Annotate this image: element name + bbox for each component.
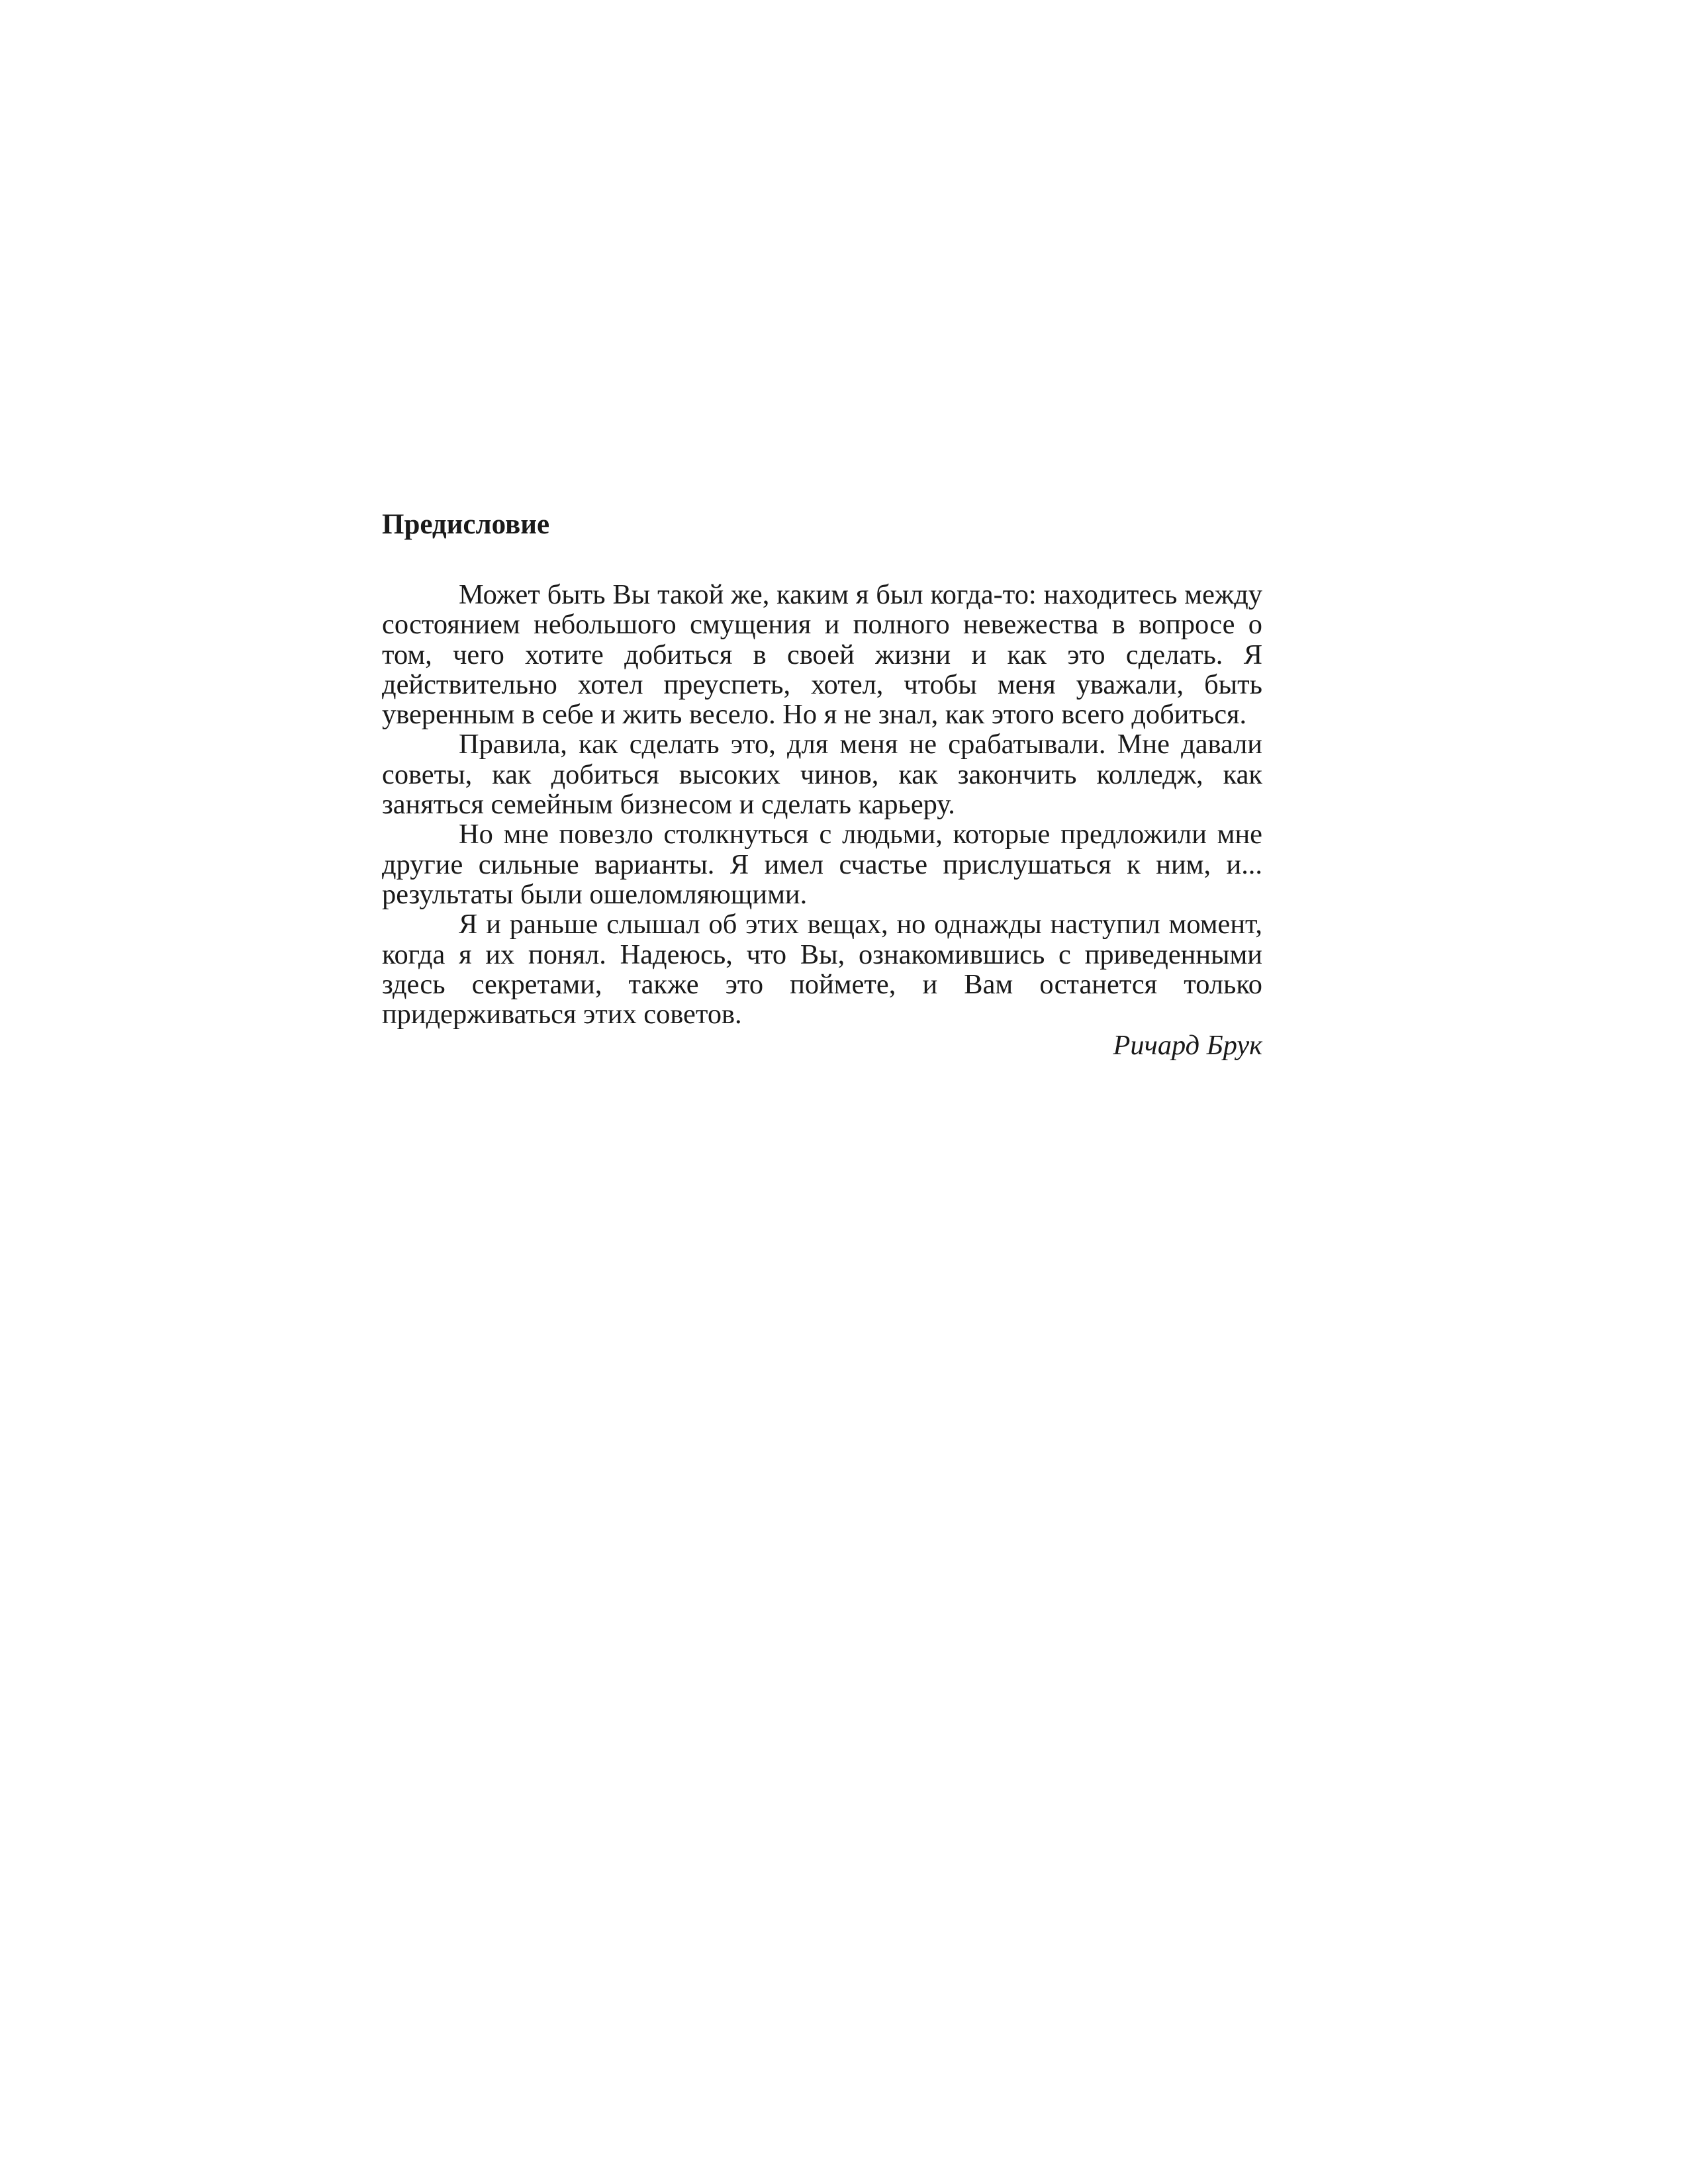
paragraph-1: Может быть Вы такой же, каким я был когда-то: находитесь между состоянием небольшого смущения и полного невежества в вопросе о том, чего хотите добиться в своей жизни и как это сделать. Я действительно хотел преуспеть, хотел, чтобы меня уважали, быть уверенным в себе и жить весело. Но я не знал, как этого всего добиться.: [382, 579, 1262, 731]
author-signature: Ричард Брук: [1113, 1030, 1262, 1062]
paragraph-3: Но мне повезло столкнуться с людьми, которые предложили мне другие сильные варианты. Я имел счастье прислушаться к ним, и... результаты были ошеломляющими.: [382, 819, 1262, 910]
paragraph-2: Правила, как сделать это, для меня не срабатывали. Мне давали советы, как добиться высоких чинов, как закончить колледж, как заняться семейным бизнесом и сделать карьеру.: [382, 729, 1262, 821]
preface-body: [382, 580, 1262, 1061]
document-page: [382, 0, 1262, 2184]
page-title: Предисловие: [382, 509, 550, 540]
paragraph-4: Я и раньше слышал об этих вещах, но однажды наступил момент, когда я их понял. Надеюсь, что Вы, ознакомившись с приведенными здесь секретами, также это поймете, и Вам останется только придерживаться этих советов.: [382, 909, 1262, 1030]
